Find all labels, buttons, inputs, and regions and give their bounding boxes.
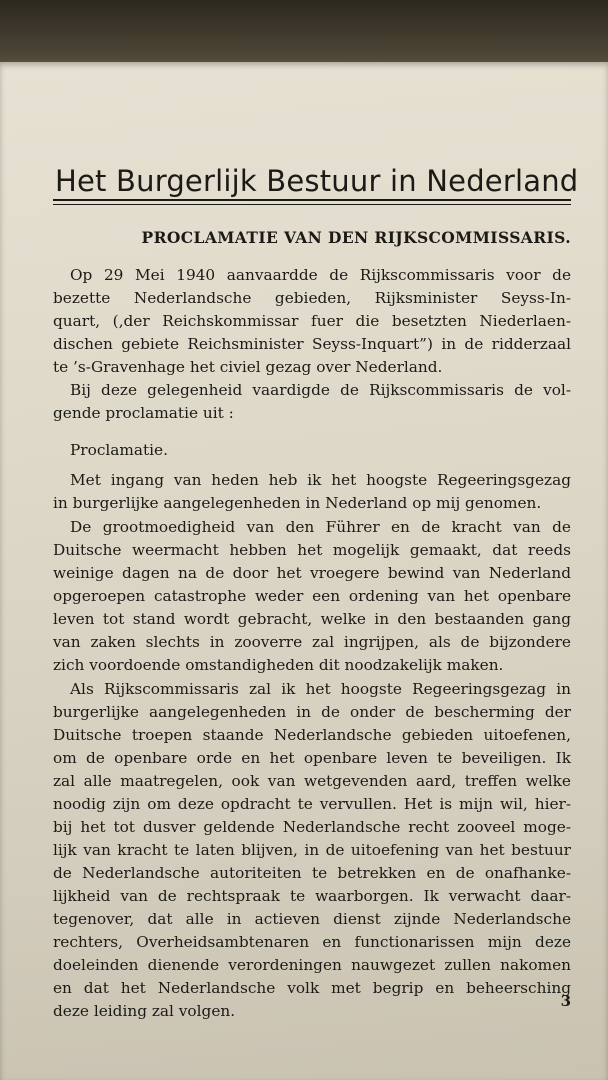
text-line: quart, (‚der Reichskommissar fuer die besetzten Niederlaen- xyxy=(53,312,571,330)
text-line: deze leiding zal volgen. xyxy=(53,1002,236,1020)
text-line: Bij deze gelegenheid vaardigde de Rijkscommissaris de vol- xyxy=(70,381,571,399)
text-line: Duitsche troepen staande Nederlandsche gebieden uitoefenen, xyxy=(53,726,571,744)
text-line: Duitsche weermacht hebben het mogelijk gemaakt, dat reeds xyxy=(53,541,571,559)
text-line: bij het tot dusver geldende Nederlandsche recht zooveel moge- xyxy=(53,818,571,836)
text-line: in burgerlijke aangelegenheden in Nederland op mij genomen. xyxy=(53,494,542,512)
book-page xyxy=(0,62,608,1080)
text-line: opgeroepen catastrophe weder een ordening van het openbare xyxy=(53,587,571,605)
title-rule-thick xyxy=(53,199,571,201)
text-line: zal alle maatregelen, ook van wetgevenden aard, treffen welke xyxy=(53,772,571,790)
text-line: dischen gebiete Reichsminister Seyss-Inquart”) in de ridderzaal xyxy=(53,335,571,353)
text-line: Met ingang van heden heb ik het hoogste Regeeringsgezag xyxy=(70,471,571,489)
text-line: te ’s-Gravenhage het civiel gezag over Nederland. xyxy=(53,358,443,376)
text-line: De grootmoedigheid van den Führer en de kracht van de xyxy=(70,518,571,536)
text-line: noodig zijn om deze opdracht te vervullen. Het is mijn wil, hier- xyxy=(53,795,571,813)
text-line: en dat het Nederlandsche volk met begrip en beheersching xyxy=(53,979,571,997)
text-line: bezette Nederlandsche gebieden, Rijksminister Seyss-In- xyxy=(53,289,571,307)
section-heading: PROCLAMATIE VAN DEN RIJKSCOMMISSARIS. xyxy=(141,228,571,247)
text-line: zich voordoende omstandigheden dit noodzakelijk maken. xyxy=(53,656,504,674)
text-line: tegenover, dat alle in actieven dienst zijnde Nederlandsche xyxy=(53,910,571,928)
text-line: lijkheid van de rechtspraak te waarborgen. Ik verwacht daar- xyxy=(53,887,571,905)
proclamation-heading: Proclamatie. xyxy=(70,441,168,459)
text-line: gende proclamatie uit : xyxy=(53,404,234,422)
text-line: Als Rijkscommissaris zal ik het hoogste Regeeringsgezag in xyxy=(70,680,571,698)
text-line: om de openbare orde en het openbare leven te beveiligen. Ik xyxy=(53,749,571,767)
text-line: van zaken slechts in zooverre zal ingrijpen, als de bijzondere xyxy=(53,633,571,651)
page-number: 3 xyxy=(560,992,571,1010)
text-line: burgerlijke aangelegenheden in de onder de bescherming der xyxy=(53,703,571,721)
text-line: rechters, Overheidsambtenaren en functionarissen mijn deze xyxy=(53,933,571,951)
text-line: leven tot stand wordt gebracht, welke in den bestaanden gang xyxy=(53,610,571,628)
text-line: de Nederlandsche autoriteiten te betrekken en de onafhanke- xyxy=(53,864,571,882)
text-line: weinige dagen na de door het vroegere bewind van Nederland xyxy=(53,564,571,582)
text-line: lijk van kracht te laten blijven, in de uitoefening van het bestuur xyxy=(53,841,571,859)
page-title: Het Burgerlijk Bestuur in Nederland xyxy=(55,164,579,198)
text-line: doeleinden dienende verordeningen nauwgezet zullen nakomen xyxy=(53,956,571,974)
text-line: Op 29 Mei 1940 aanvaardde de Rijkscommissaris voor de xyxy=(70,266,571,284)
title-rule-thin xyxy=(53,204,571,205)
